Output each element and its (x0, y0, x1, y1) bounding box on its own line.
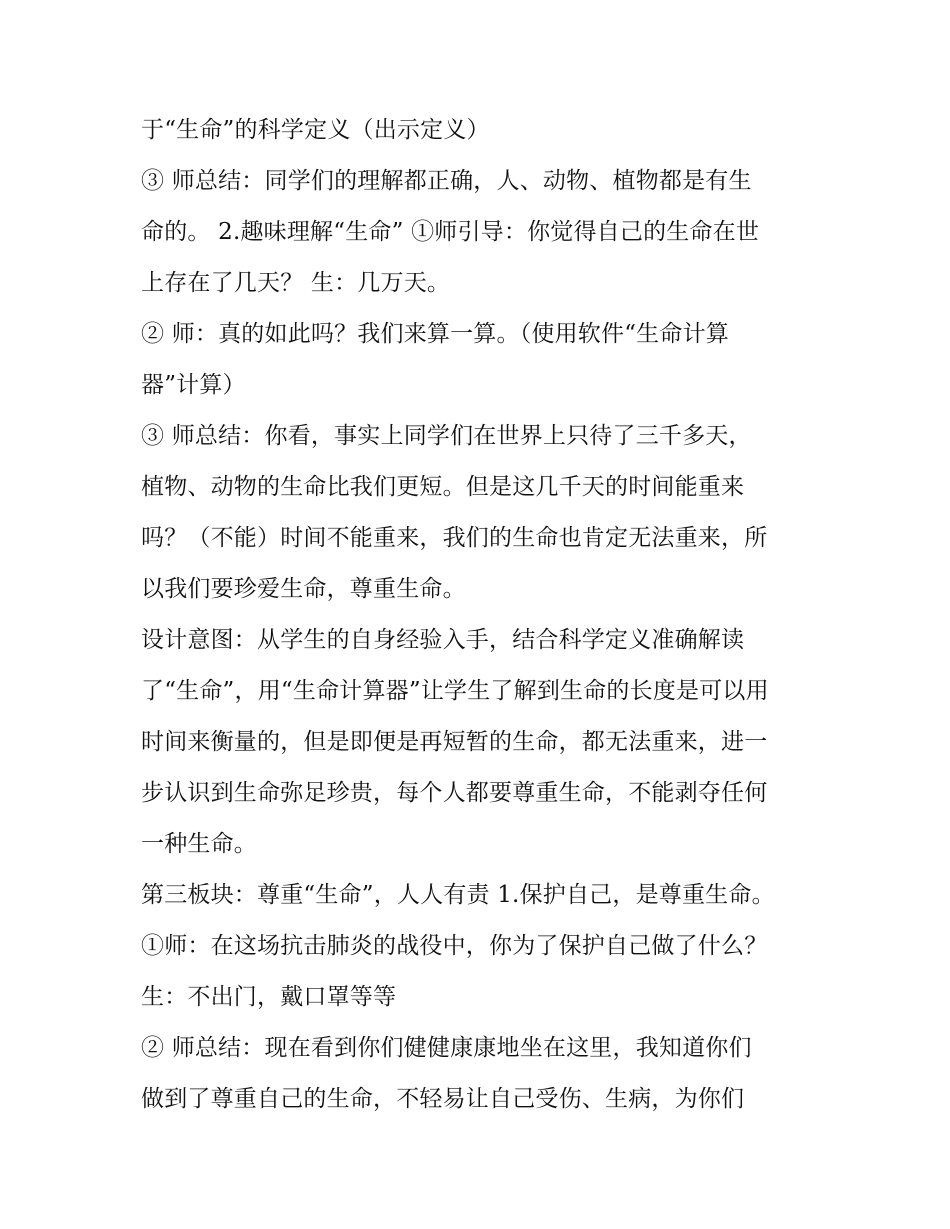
text-line: 命的。 2.趣味理解“生命” ①师引导：你觉得自己的生命在世 (141, 219, 760, 245)
text-line: 于“生命”的科学定义（出示定义） (141, 117, 490, 143)
text-line: ③ 师总结：同学们的理解都正确，人、动物、植物都是有生 (141, 168, 752, 194)
text-line: 第三板块：尊重“生命”，人人有责 1.保护自己，是尊重生命。 (141, 882, 775, 908)
text-line: 生：不出门，戴口罩等等 (141, 984, 397, 1010)
text-line: 时间来衡量的，但是即便是再短暂的生命，都无法重来，进一 (141, 729, 768, 755)
text-line: 做到了尊重自己的生命，不轻易让自己受伤、生病，为你们 (141, 1086, 745, 1112)
text-line: 步认识到生命弥足珍贵，每个人都要尊重生命，不能剥夺任何 (141, 780, 768, 806)
text-line: 以我们要珍爱生命，尊重生命。 (141, 576, 466, 602)
text-line: ①师：在这场抗击肺炎的战役中，你为了保护自己做了什么？ (141, 933, 768, 959)
text-line: ② 师总结：现在看到你们健健康康地坐在这里，我知道你们 (141, 1035, 752, 1061)
text-line: 上存在了几天？ 生：几万天。 (141, 270, 451, 296)
document-body (141, 105, 821, 1125)
text-line: ③ 师总结：你看，事实上同学们在世界上只待了三千多天， (141, 423, 752, 449)
text-line: 吗？（不能）时间不能重来，我们的生命也肯定无法重来，所 (141, 525, 768, 551)
text-line: 了“生命”，用“生命计算器”让学生了解到生命的长度是可以用 (141, 678, 769, 704)
text-line: 植物、动物的生命比我们更短。但是这几千天的时间能重来 (141, 474, 745, 500)
text-line: 设计意图：从学生的自身经验入手，结合科学定义准确解读 (141, 627, 745, 653)
text-line: 一种生命。 (141, 831, 257, 857)
text-line: ② 师：真的如此吗？我们来算一算。（使用软件“生命计算 (141, 321, 729, 347)
text-line: 器”计算） (141, 372, 246, 398)
